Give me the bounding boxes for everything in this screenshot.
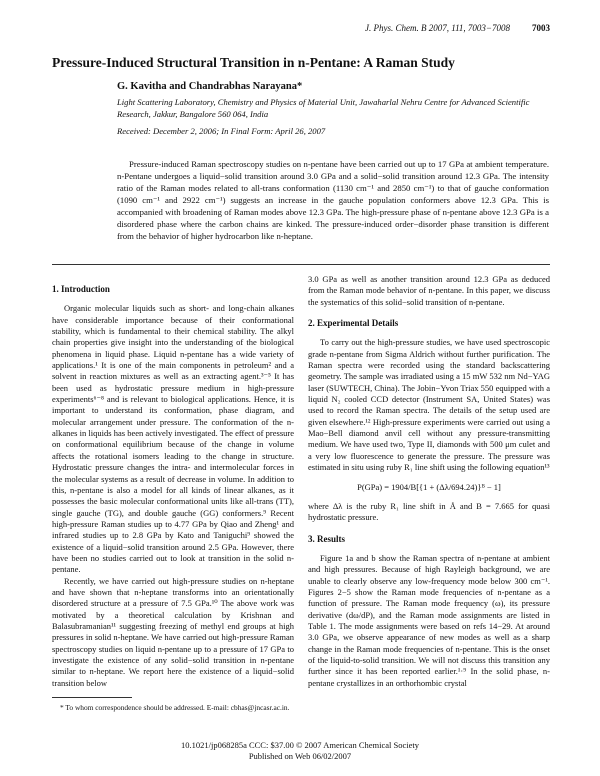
published-line: Published on Web 06/02/2007 bbox=[248, 751, 352, 761]
page-number: 7003 bbox=[532, 23, 550, 33]
journal-reference: J. Phys. Chem. B 2007, 111, 7003−7008 bbox=[365, 23, 510, 33]
right-column bbox=[308, 274, 550, 689]
results-paragraph: Figure 1a and b show the Raman spectra of n-pentane at ambient and high pressures. Because of high Rayleigh background, we are unable to clearly observe any low-frequency mode below 300 cm⁻¹. Figures 2−5 show the Raman mode frequencies of n-pentane as a function of pressure. The Raman mode frequency (ω), its pressure derivative (dω/dP), and the Raman mode assignments are listed in Table 1. The mode assignments were based on refs 14−29. At around 3.0 GPa, we observe appearance of new modes as well as a sharp change in the Raman mode frequencies of n-pentane. This is the onset of the liquid-to-solid transition. We will not discuss this transition any further since it has been reported earlier.¹·⁹ In the solid phase, n-pentane crystallizes in an orthorhombic crystal bbox=[308, 552, 550, 688]
doi-line: 10.1021/jp068285a CCC: $37.00 © 2007 American Chemical Society bbox=[180, 740, 420, 750]
affiliation: Light Scattering Laboratory, Chemistry and Physics of Material Unit, Jawaharlal Nehru Centre for Advanced Scientific Research, Jakkur, Bangalore 560 064, India bbox=[117, 97, 530, 119]
doi-footer bbox=[0, 740, 600, 762]
article-title: Pressure-Induced Structural Transition in n-Pentane: A Raman Study bbox=[52, 55, 455, 70]
equation-explanation: where Δλ is the ruby R₁ line shift in Å and B = 7.665 for quasi hydrostatic pressure. bbox=[308, 500, 550, 523]
received-dates: Received: December 2, 2006; In Final Form: April 26, 2007 bbox=[117, 126, 326, 136]
experimental-paragraph: To carry out the high-pressure studies, we have used spectroscopic grade n-pentane from Sigma Aldrich without further purification. The Raman spectra were recorded using the standard backscattering geometry. The sample was irradiated using a 15 mW 532 nm Nd−YAG laser (SUWTECH, China). The Jobin−Yvon Triax 550 equipped with a liquid N₂ cooled CCD detector (Instrument SA, United States) was used to record the Raman spectra. The details of the setup used are given elsewhere.¹² High-pressure experiments were carried out using a Mao−Bell diamond anvil cell without any pressure-transmitting medium. We have used two, Type II, diamonds with 500 μm culet and a very low fluorescence to generate the pressure. The pressure was estimated in situ using ruby R₁ line shift using the following equation¹³ bbox=[308, 337, 550, 473]
intro-paragraph-2: Recently, we have carried out high-pressure studies on n-heptane and have shown that n-heptane transforms into an orientationally disordered structure at a pressure of 7.5 GPa.¹⁰ The above work was motivated by a theoretical calculation by Krishnan and Balasubramanian¹¹ suggesting freezing of methyl end groups at high pressures in solid n-heptane. We have carried out high-pressure Raman spectroscopy studies on liquid n-pentane up to a pressure of 17 GPa to investigate the existence of any solid−solid transition in n-pentane similar to n-heptane. We report here the existence of a liquid−solid transition below bbox=[52, 575, 294, 688]
left-column bbox=[52, 280, 294, 689]
section-title-experimental: 2. Experimental Details bbox=[308, 318, 399, 329]
footnote-divider bbox=[52, 697, 132, 698]
section-title-results: 3. Results bbox=[308, 533, 346, 544]
intro-paragraph-continued: 3.0 GPa as well as another transition around 12.3 GPa as deduced from the Raman mode behavior of n-pentane. In this paper, we discuss the systematics of this solid−solid transition of n-pentane. bbox=[308, 274, 550, 307]
section-title-introduction: 1. Introduction bbox=[52, 284, 110, 294]
authors: G. Kavitha and Chandrabhas Narayana* bbox=[117, 81, 303, 92]
pressure-equation: P(GPa) = 1904/B[{1 + (Δλ/694.24)}ᴮ − 1] bbox=[357, 481, 501, 492]
running-header bbox=[52, 23, 550, 33]
abstract-divider bbox=[52, 264, 550, 265]
correspondence-footnote: * To whom correspondence should be addressed. E-mail: cbhas@jncasr.ac.in. bbox=[60, 703, 290, 712]
intro-paragraph-1: Organic molecular liquids such as short- and long-chain alkanes have considerable importance because of their conformational stability, which is fundamental to their chemical stability. The alkyl chain properties give insight into the understanding of the biological phenomena in liquid phase. Liquid n-pentane has a wide variety of applications.¹ It is one of the main components in petroleum² and a solvent in reaction mixtures as well as an extracting agent.³⁻⁵ It has been used as hydrostatic pressure medium in high-pressure experiments⁶⁻⁸ and is relevant to biological applications. Hence, it is important to understand its conformation, phase diagram, and molecular arrangement under pressure. The conformation of the n-alkanes in liquids has been actively investigated. The effect of pressure on conformational equilibrium because of the change in volume affects the rotational isomers leading to the change in structure. Hydrostatic pressure changes the intra- and intermolecular forces in the molecular systems as a result of decrease in volume. In addition to this, n-pentane is also a model for all kinds of linear alkanes, as it possesses the basic molecular conformational units like all-trans (TT), single gauche (TG), and double gauche (GG) conformers.⁹ Recent high-pressure Raman studies up to 4.77 GPa by Qiao and Zheng¹ and infrared studies up to 2.8 GPa by Kato and Taniguchi⁹ showed the existence of a liquid−solid transition around 2.5 GPa. However, there have been no studies carried out to look at transition in the solid n-pentane. bbox=[52, 303, 294, 575]
abstract: Pressure-induced Raman spectroscopy studies on n-pentane have been carried out up to 17 GPa at ambient temperature. n-Pentane undergoes a liquid−solid transition around 3.0 GPa and a solid−solid transition around 12.3 GPa. The intensity ratio of the Raman modes related to all-trans conformation (1130 cm⁻¹ and 2850 cm⁻¹) to that of gauche conformation (1090 cm⁻¹ and 2922 cm⁻¹) suggests an increase in the gauche population conformers above 12.3 GPa. This is accompanied with broadening of Raman modes above 12.3 GPa. The high-pressure phase of n-pentane above 12.3 GPa is a disordered phase where the carbon chains are kinked. The pressure-induced order−disorder phase transition is different from the behavior of higher hydrocarbon like n-heptane. bbox=[117, 159, 549, 241]
